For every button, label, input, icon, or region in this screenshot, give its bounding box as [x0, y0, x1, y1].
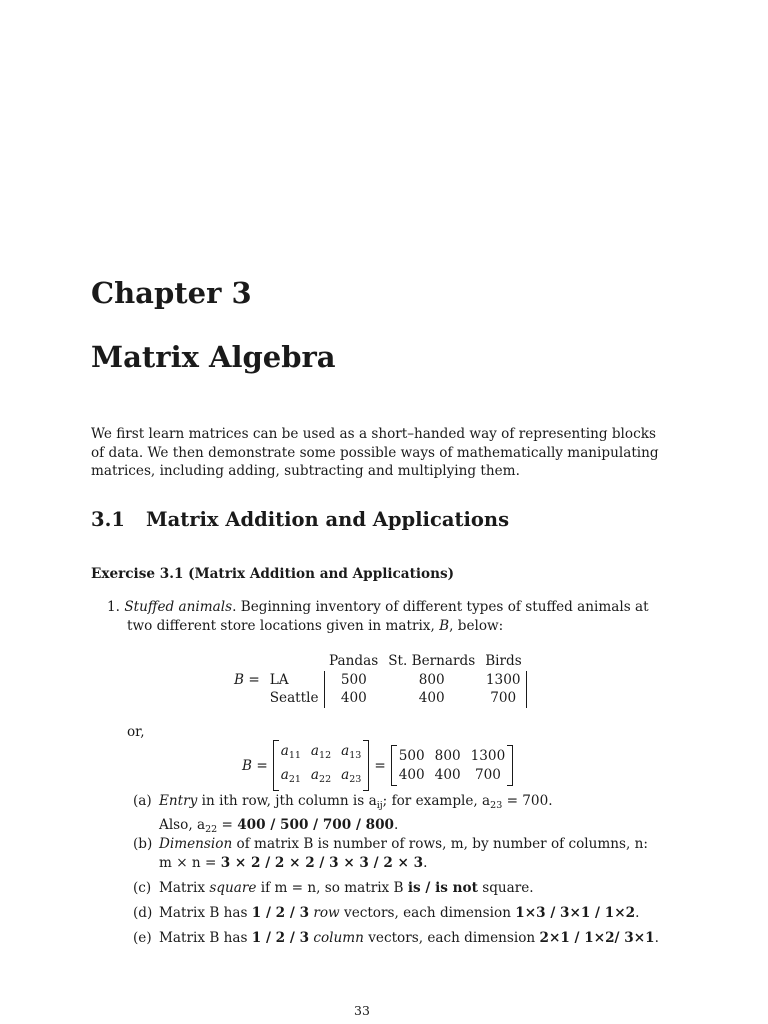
text: vectors, each dimension: [363, 930, 540, 946]
subscript: ij: [376, 800, 383, 811]
answer-options: 1×3 / 3×1 / 1×2: [515, 905, 636, 921]
text: square.: [477, 880, 534, 896]
chapter-title: Matrix Algebra: [91, 340, 336, 374]
text: .: [394, 816, 399, 833]
subscript: 22: [205, 823, 218, 835]
text: m × n =: [159, 854, 221, 871]
subscript: 23: [490, 800, 503, 811]
exercise-heading: Exercise 3.1 (Matrix Addition and Applications): [91, 566, 455, 582]
row-label: LA: [265, 671, 324, 690]
inventory-matrix: [229, 652, 527, 708]
term: Entry: [159, 793, 198, 809]
matrix-entry: 800: [434, 748, 461, 764]
table-header-row: [229, 652, 527, 671]
chapter-label: Chapter 3: [91, 276, 252, 310]
text: Also, a: [159, 816, 206, 833]
subitem-b-line2: [133, 854, 648, 873]
exercise-item-1: [107, 598, 649, 636]
column-header: St. Bernards: [388, 653, 476, 669]
subitem-label: (e): [133, 930, 152, 946]
item-text: , below:: [449, 618, 504, 634]
matrix-entry: 400: [398, 767, 425, 783]
column-header: Birds: [485, 653, 522, 669]
item-text: two different store locations given in matrix,: [127, 618, 440, 634]
text: of matrix B is number of rows, m, by number of columns, n:: [232, 836, 648, 852]
term: square: [209, 880, 257, 896]
row-label: Seattle: [265, 689, 324, 708]
term: Dimension: [159, 836, 233, 852]
matrix-entry: $a_{13}$: [341, 743, 362, 761]
text: if m = n, so matrix B: [256, 880, 408, 896]
text: .: [654, 930, 659, 946]
text: Matrix B has: [159, 930, 252, 946]
table-cell: 1300: [480, 671, 527, 690]
item-text: . Beginning inventory of different types of stuffed animals at: [232, 599, 649, 615]
text: .: [635, 905, 640, 921]
subitem-b: [133, 835, 648, 872]
text: = 700.: [502, 793, 553, 809]
answer-options: 3 × 2 / 2 × 2 / 3 × 3 / 2 × 3: [220, 854, 424, 871]
table-cell: 500: [340, 671, 367, 688]
answer-options: 400 / 500 / 700 / 800: [237, 816, 395, 833]
item-number: 1.: [107, 599, 120, 615]
or-text: or,: [127, 724, 145, 740]
term: column: [309, 930, 364, 946]
matrix-lhs: B =: [242, 757, 268, 774]
table-row: [229, 689, 527, 708]
equals-sign: =: [374, 757, 386, 774]
symbolic-matrix-equation: [237, 740, 513, 791]
term: row: [309, 905, 340, 921]
table-cell: 400: [418, 690, 445, 706]
subitem-label: (c): [133, 880, 152, 896]
text: .: [423, 854, 428, 871]
intro-paragraph: [91, 425, 659, 481]
page-number: 33: [354, 1003, 370, 1018]
answer-options: is / is not: [407, 880, 478, 896]
item-topic: Stuffed animals: [124, 599, 233, 615]
answer-options: 1 / 2 / 3: [251, 905, 310, 921]
section-number: 3.1: [91, 508, 125, 531]
table-cell: 700: [480, 689, 527, 708]
matrix-name: B: [439, 618, 450, 634]
section-title: Matrix Addition and Applications: [146, 508, 510, 531]
item1-line1: [107, 598, 649, 617]
table-cell: 800: [418, 671, 445, 688]
text: =: [217, 816, 238, 833]
matrix-entry: $a_{12}$: [310, 743, 332, 761]
intro-line: We first learn matrices can be used as a short–handed way of representing blocks: [91, 426, 656, 442]
subitem-d: [133, 904, 639, 923]
matrix-entry: $a_{11}$: [280, 743, 301, 761]
matrix-entry: $a_{21}$: [280, 767, 301, 785]
text: ; for example, a: [382, 793, 491, 809]
matrix-entry: $a_{22}$: [310, 767, 332, 785]
table-cell: 400: [340, 690, 367, 706]
subitem-e: [133, 929, 659, 948]
subitem-label: (b): [133, 836, 153, 852]
matrix-entry: 500: [398, 748, 425, 764]
answer-options: 1 / 2 / 3: [251, 930, 310, 946]
matrix-lhs: B =: [234, 671, 260, 688]
subitem-a: [133, 792, 553, 839]
matrix-entry: 400: [434, 767, 461, 783]
subitem-label: (a): [133, 793, 152, 809]
intro-line: of data. We then demonstrate some possible ways of mathematically manipulating: [91, 444, 659, 461]
item1-line2: [107, 617, 649, 636]
matrix-entry: $a_{23}$: [341, 767, 362, 785]
subitem-c: [133, 879, 534, 898]
table-row: [229, 671, 527, 690]
symbolic-matrix: [273, 740, 370, 791]
intro-line: matrices, including adding, subtracting and multiplying them.: [91, 463, 520, 479]
numeric-matrix: [391, 745, 514, 786]
text: Matrix: [159, 880, 210, 896]
subitem-label: (d): [133, 905, 153, 921]
text: Matrix B has: [159, 905, 252, 921]
matrix-entry: 1300: [470, 748, 506, 764]
matrix-entry: 700: [474, 767, 501, 783]
column-header: Pandas: [329, 653, 379, 669]
answer-options: 2×1 / 1×2/ 3×1: [539, 930, 655, 946]
text: vectors, each dimension: [339, 905, 516, 921]
section-heading: [91, 508, 509, 531]
text: in ith row, jth column is a: [197, 793, 377, 809]
